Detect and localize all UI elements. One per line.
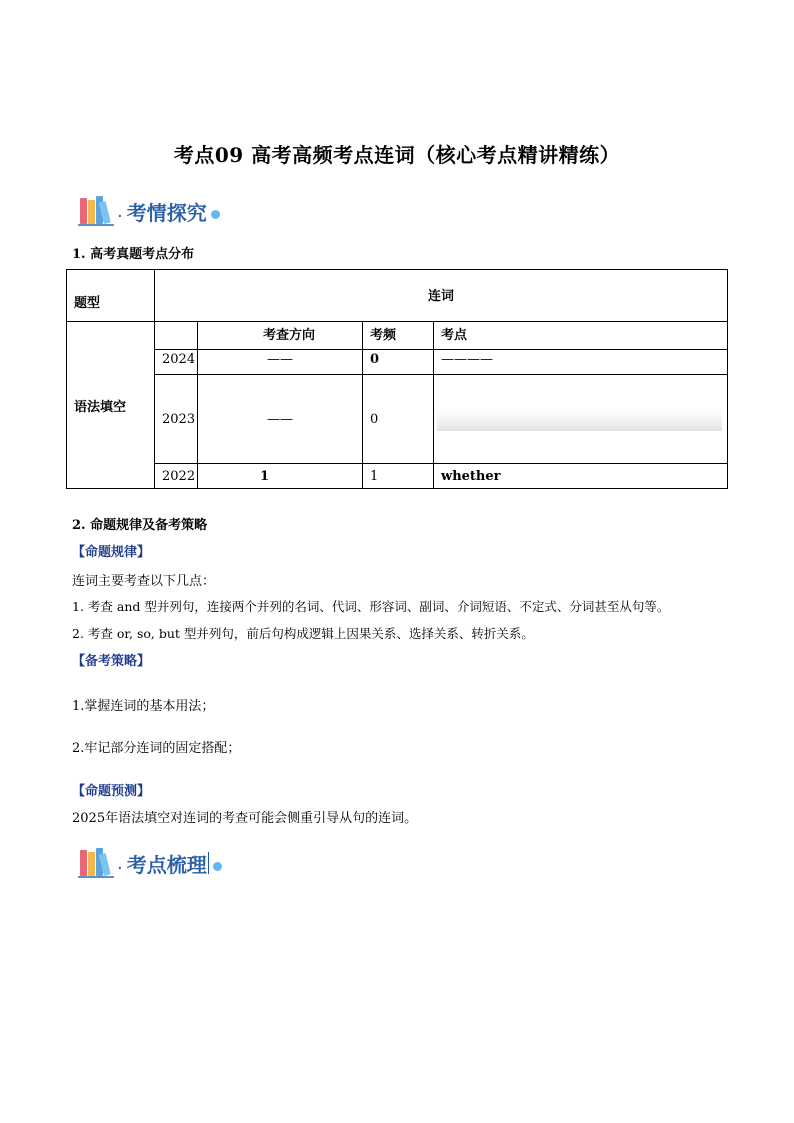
point-cell: whether (434, 464, 728, 489)
section-heading-distribution: 1. 高考真题考点分布 (72, 247, 195, 262)
cell-shading (437, 408, 722, 431)
table-row (67, 350, 728, 375)
row-label-cell: 语法填空 (67, 322, 155, 489)
rule-item-1: 1. 考查 and 型并列句，连接两个并列的名词、代词、形容词、副词、介词短语、不定式、分词甚至从句等。 (72, 599, 670, 614)
table-row (67, 464, 728, 489)
header-topic-cell: 连词 (155, 270, 728, 322)
table-subheader-row (67, 322, 728, 350)
year-cell: 2023 (155, 375, 198, 464)
frequency-cell: 1 (363, 464, 434, 489)
direction-cell: 1 (198, 464, 363, 489)
page-title: 考点09 高考高频考点连词（核心考点精讲精练） (173, 143, 621, 167)
dot-icon (213, 862, 222, 871)
text-cursor (208, 852, 209, 874)
frequency-cell: 0 (363, 375, 434, 464)
books-icon (80, 848, 116, 878)
forecast-text: 2025年语法填空对连词的考查可能会侧重引导从句的连词。 (72, 811, 418, 826)
subheader-point: 考点 (434, 322, 728, 350)
forecast-label: 【命题预测】 (72, 784, 151, 799)
exam-distribution-table (66, 269, 728, 489)
dot-icon (211, 210, 220, 219)
direction-cell: —— (198, 350, 363, 375)
strategy-label: 【备考策略】 (72, 654, 151, 669)
section-banner-key-points: . 考点梳理 (80, 846, 222, 880)
rule-intro: 连词主要考查以下几点： (72, 574, 216, 589)
subheader-direction: 考查方向 (198, 322, 363, 350)
strategy-item-2: 2.牢记部分连词的固定搭配； (72, 741, 241, 756)
year-cell: 2022 (155, 464, 198, 489)
table-header-row (67, 270, 728, 322)
year-cell: 2024 (155, 350, 198, 375)
rule-item-2: 2. 考查 or, so, but 型并列句，前后句构成逻辑上因果关系、选择关系、转折关系。 (72, 626, 534, 641)
strategy-item-1: 1.掌握连词的基本用法； (72, 699, 215, 714)
point-cell: ———— (434, 350, 728, 375)
section-banner-exam-analysis: . 考情探究 (80, 194, 220, 228)
books-icon (80, 196, 116, 226)
header-type-cell: 题型 (67, 270, 155, 322)
rule-label: 【命题规律】 (72, 545, 151, 560)
direction-cell: —— (198, 375, 363, 464)
section-heading-strategy: 2. 命题规律及备考策略 (72, 518, 208, 533)
banner-title: 考点梳理 (126, 852, 207, 877)
frequency-cell: 0 (363, 350, 434, 375)
banner-title: 考情探究 (126, 200, 207, 225)
subheader-frequency: 考频 (363, 322, 434, 350)
